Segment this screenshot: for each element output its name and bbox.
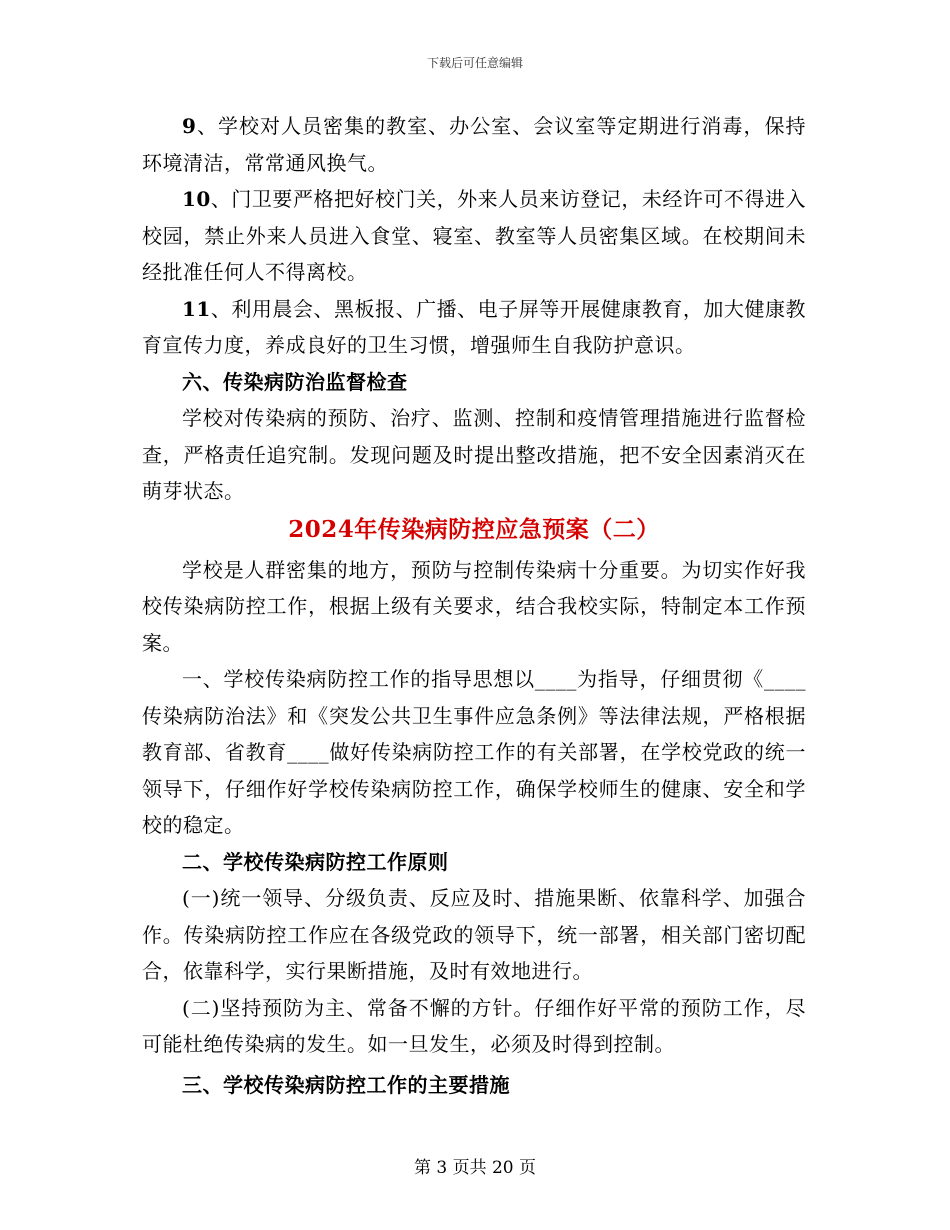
- heading-measures: 三、学校传染病防控工作的主要措施: [182, 1072, 510, 1097]
- paragraph-principle-2: (二)坚持预防为主、常备不懈的方针。仔细作好平常的预防工作，尽可能杜绝传染病的发生。如一旦发生，必须及时得到控制。: [142, 995, 806, 1056]
- list-item-11: [142, 291, 806, 364]
- paragraph-intro: 学校是人群密集的地方，预防与控制传染病十分重要。为切实作好我校传染病防控工作，根据上级有关要求，结合我校实际，特制定本工作预案。: [142, 557, 806, 655]
- item-number: 10: [182, 187, 211, 211]
- item-text: 、门卫要严格把好校门关，外来人员来访登记，未经许可不得进入校园，禁止外来人员进入食堂、寝室、教室等人员密集区域。在校期间未经批准任何人不得离校。: [142, 187, 806, 284]
- paragraph-guiding-thought: 一、学校传染病防控工作的指导思想以____为指导，仔细贯彻《____传染病防治法》和《突发公共卫生事件应急条例》等法律法规，严格根据教育部、省教育____做好传染病防控工作的有关部署，在学校党政的统一领导下，仔细作好学校传染病防控工作，确保学校师生的健康、安全和学校的稳定。: [142, 667, 806, 837]
- paragraph-section-6: 学校对传染病的预防、治疗、监测、控制和疫情管理措施进行监督检查，严格责任追究制。发现问题及时提出整改措施，把不安全因素消灭在萌芽状态。: [142, 406, 806, 503]
- list-item-9: [142, 108, 806, 181]
- item-text: 、利用晨会、黑板报、广播、电子屏等开展健康教育，加大健康教育宣传力度，养成良好的卫生习惯，增强师生自我防护意识。: [142, 296, 806, 357]
- item-number: 9: [182, 114, 197, 138]
- item-number: 11: [182, 296, 211, 321]
- section-title: 2024年传染病防控应急预案（二）: [288, 515, 660, 543]
- page-footer: 第 3 页共 20 页: [413, 1158, 537, 1178]
- document-body: [142, 108, 806, 1103]
- heading-principles: 二、学校传染病防控工作原则: [182, 849, 449, 874]
- heading-section-6: 六、传染病防治监督检查: [182, 369, 408, 394]
- paragraph-principle-1: (一)统一领导、分级负责、反应及时、措施果断、依靠科学、加强合作。传染病防控工作应在各级党政的领导下，统一部署，相关部门密切配合，依靠科学，实行果断措施，及时有效地进行。: [142, 886, 806, 983]
- list-item-10: [142, 181, 806, 291]
- header-note: 下载后可任意编辑: [426, 56, 523, 70]
- item-text: 、学校对人员密集的教室、办公室、会议室等定期进行消毒，保持环境清洁，常常通风换气。: [142, 114, 806, 175]
